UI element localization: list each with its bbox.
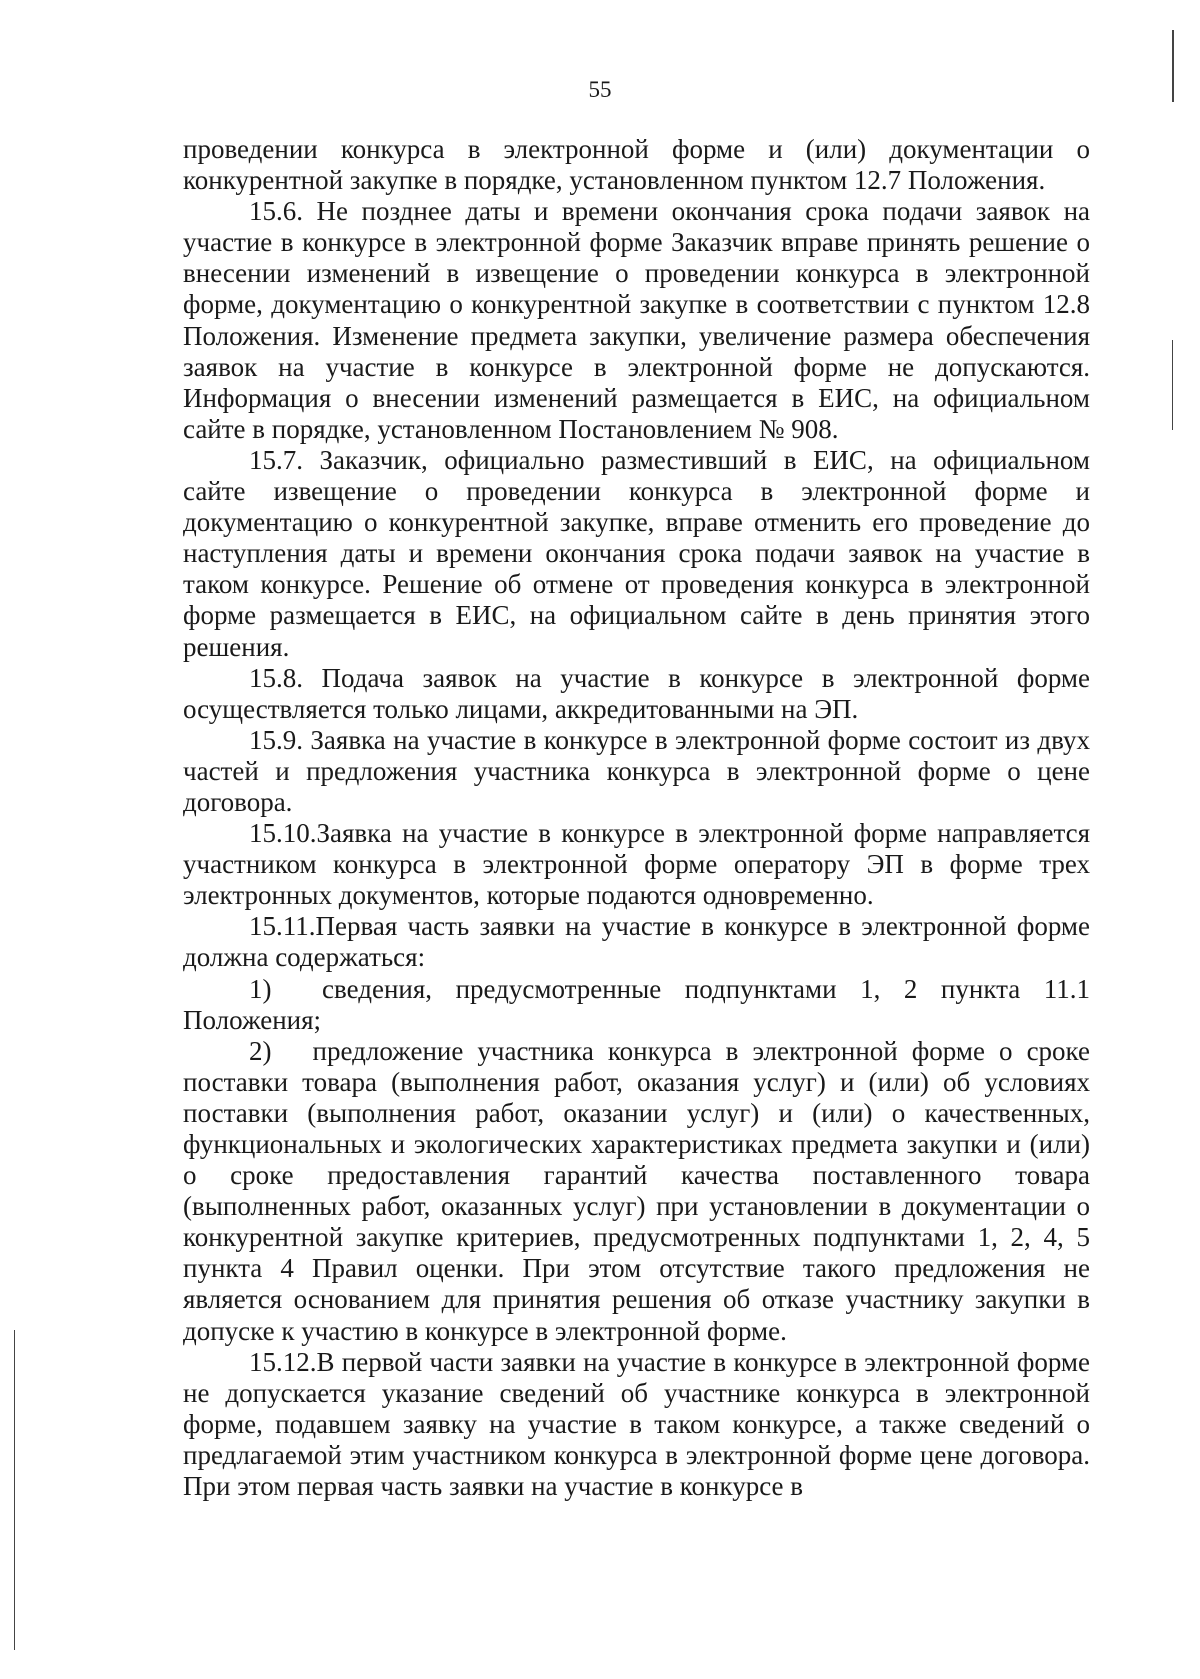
scan-edge-mark [14,1330,15,1650]
scan-edge-mark [1172,340,1173,430]
paragraph-15-8: 15.8. Подача заявок на участие в конкурсе в электронной форме осуществляется только лицами, аккредитованными на ЭП. [183,662,1090,724]
paragraph-15-6: 15.6. Не позднее даты и времени окончания срока подачи заявок на участие в конкурсе в электронной форме Заказчик вправе принять решение о внесении изменений в извещение о проведении конкурса в электронной форме, документацию о конкурентной закупке в соответствии с пунктом 12.8 Положения. Изменение предмета закупки, увеличение размера обеспечения заявок на участие в конкурсе в электронной форме не допускаются. Информация о внесении изменений размещается в ЕИС, на официальном сайте в порядке, установленном Постановлением № 908. [183,196,1090,444]
paragraph-15-10: 15.10.Заявка на участие в конкурсе в электронной форме направляется участником конкурса в электронной форме оператору ЭП в форме трех электронных документов, которые подаются одновременно. [183,818,1090,911]
paragraph-15-11: 15.11.Первая часть заявки на участие в конкурсе в электронной форме должна содержаться: [183,911,1090,973]
page-number: 55 [588,77,612,102]
paragraph-15-12: 15.12.В первой части заявки на участие в конкурсе в электронной форме не допускается указание сведений об участнике конкурса в электронной форме, подавшем заявку на участие в таком конкурсе, а также сведений о предлагаемой этим участником конкурса в электронной форме цене договора. При этом первая часть заявки на участие в конкурсе в [183,1346,1090,1502]
document-body [183,134,1090,1502]
paragraph-continuation: проведении конкурса в электронной форме и (или) документации о конкурентной закупке в порядке, установленном пунктом 12.7 Положения. [183,134,1090,196]
list-item-2: 2) предложение участника конкурса в электронной форме о сроке поставки товара (выполнения работ, оказания услуг) и (или) об условиях поставки (выполнения работ, оказании услуг) и (или) о качественных, функциональных и экологических характеристиках предмета закупки и (или) о сроке предоставления гарантий качества поставленного товара (выполненных работ, оказанных услуг) при установлении в документации о конкурентной закупке критериев, предусмотренных подпунктами 1, 2, 4, 5 пункта 4 Правил оценки. При этом отсутствие такого предложения не является основанием для принятия решения об отказе участнику закупки в допуске к участию в конкурсе в электронной форме. [183,1035,1090,1346]
paragraph-15-7: 15.7. Заказчик, официально разместивший в ЕИС, на официальном сайте извещение о проведении конкурса в электронной форме и документацию о конкурентной закупке, вправе отменить его проведение до наступления даты и времени окончания срока подачи заявок на участие в таком конкурсе. Решение об отмене от проведения конкурса в электронной форме размещается в ЕИС, на официальном сайте в день принятия этого решения. [183,444,1090,662]
paragraph-15-9: 15.9. Заявка на участие в конкурсе в электронной форме состоит из двух частей и предложения участника конкурса в электронной форме о цене договора. [183,724,1090,817]
list-item-1: 1) сведения, предусмотренные подпунктами 1, 2 пункта 11.1 Положения; [183,973,1090,1035]
